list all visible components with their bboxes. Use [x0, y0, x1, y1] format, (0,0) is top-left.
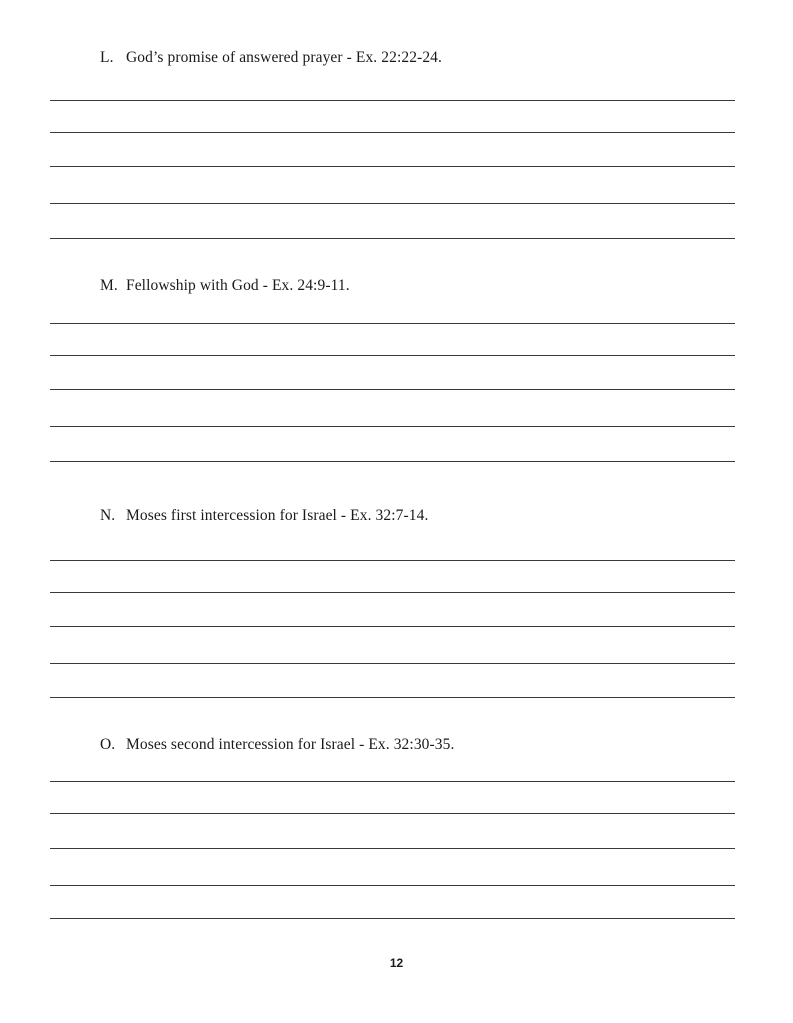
answer-line[interactable] — [50, 885, 735, 886]
section-letter: L. — [100, 49, 114, 66]
answer-line[interactable] — [50, 626, 735, 627]
section-letter: N. — [100, 507, 116, 524]
answer-line[interactable] — [50, 100, 735, 101]
section-letter: O. — [100, 736, 116, 753]
section-heading — [100, 736, 454, 754]
answer-line[interactable] — [50, 461, 735, 462]
section-title: God’s promise of answered prayer - Ex. 22:22-24. — [125, 49, 442, 66]
answer-line[interactable] — [50, 697, 735, 698]
answer-line[interactable] — [50, 560, 735, 561]
answer-line[interactable] — [50, 203, 735, 204]
answer-line[interactable] — [50, 813, 735, 814]
answer-line[interactable] — [50, 238, 735, 239]
answer-line[interactable] — [50, 389, 735, 390]
answer-line[interactable] — [50, 781, 735, 782]
answer-line[interactable] — [50, 166, 735, 167]
section-heading — [100, 507, 428, 525]
section-title: Moses second intercession for Israel - Ex. 32:30-35. — [125, 736, 455, 753]
section-title: Fellowship with God - Ex. 24:9-11. — [125, 277, 350, 294]
answer-line[interactable] — [50, 323, 735, 324]
answer-line[interactable] — [50, 918, 735, 919]
answer-line[interactable] — [50, 426, 735, 427]
answer-line[interactable] — [50, 355, 735, 356]
answer-line[interactable] — [50, 132, 735, 133]
section-heading — [100, 49, 442, 67]
section-title: Moses first intercession for Israel - Ex. 32:7-14. — [125, 507, 429, 524]
page-number: 12 — [389, 956, 404, 970]
answer-line[interactable] — [50, 663, 735, 664]
answer-line[interactable] — [50, 592, 735, 593]
answer-line[interactable] — [50, 848, 735, 849]
section-heading — [100, 277, 350, 295]
section-letter: M. — [100, 277, 118, 294]
